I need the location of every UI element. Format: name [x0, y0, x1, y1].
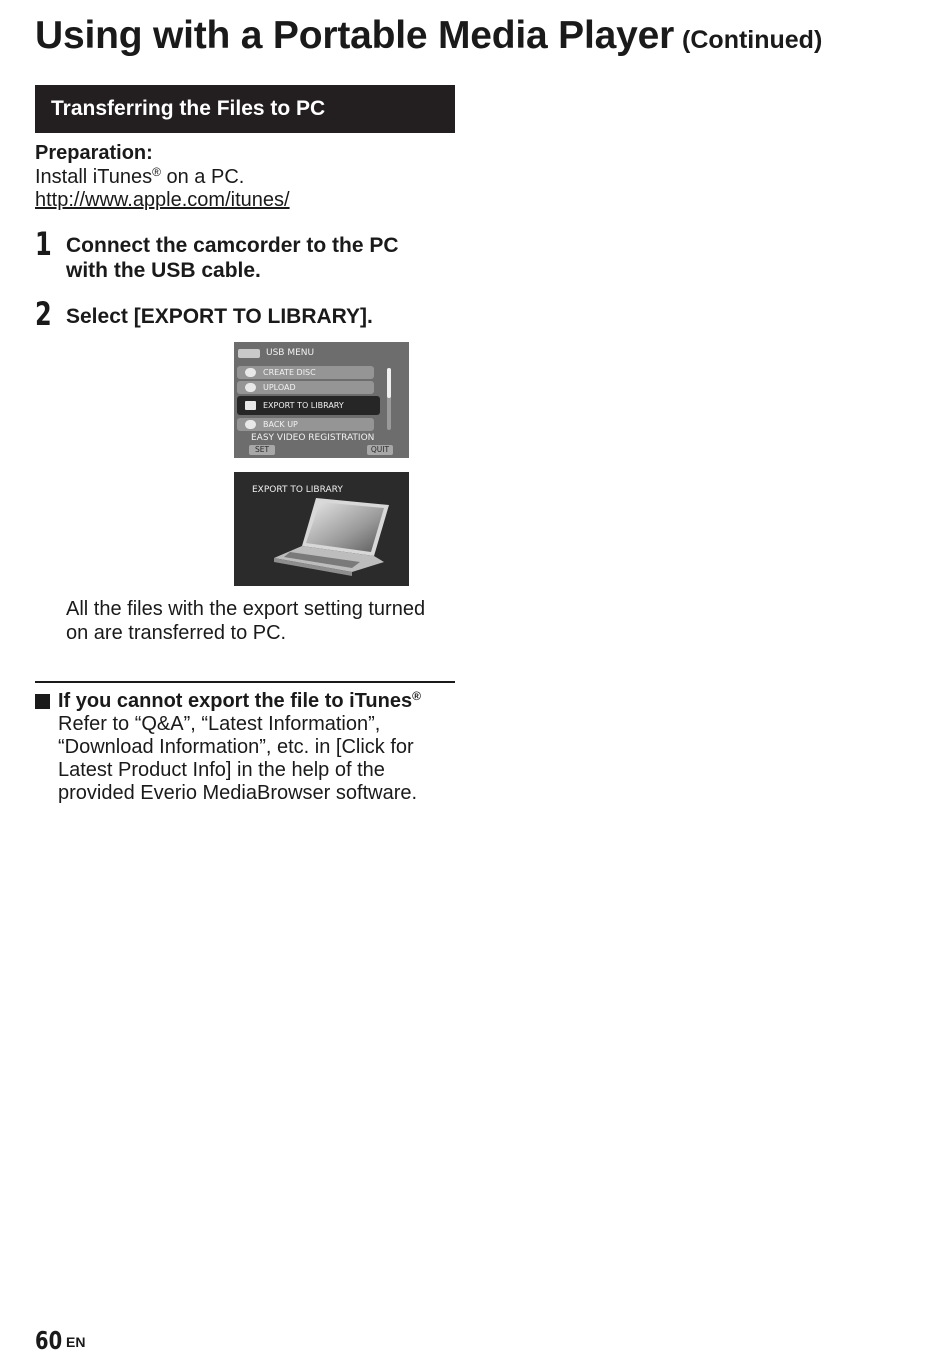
disc-icon [245, 368, 256, 377]
divider [35, 681, 455, 683]
menu-item-upload [237, 381, 374, 394]
lcd-export-title: EXPORT TO LIBRARY [252, 485, 343, 495]
tip-heading [58, 690, 421, 713]
menu-item-export-to-library [237, 396, 380, 415]
menu-item-label: UPLOAD [263, 383, 296, 392]
page-title-main: Using with a Portable Media Player [35, 14, 675, 57]
lcd-usb-menu-screenshot [234, 342, 409, 458]
menu-item-label: EXPORT TO LIBRARY [263, 401, 344, 410]
square-bullet-icon [35, 694, 50, 709]
page-footer [35, 1326, 86, 1355]
preparation-install-text: Install iTunes [35, 165, 153, 188]
tip-body: Refer to “Q&A”, “Latest Information”, “Download Information”, etc. in [Click for Latest Product Info] in the help of the provided Everio MediaBrowser software. [58, 713, 418, 804]
lcd-export-screenshot [234, 472, 409, 586]
step-2-text: Select [EXPORT TO LIBRARY]. [66, 305, 373, 328]
lcd-menu-title-text: USB MENU [266, 348, 315, 358]
step-1-text: Connect the camcorder to the PC with the USB cable. [66, 234, 399, 282]
menu-item-label: BACK UP [263, 420, 298, 429]
lcd-scroll-thumb [387, 368, 391, 398]
page-number: 60 [35, 1326, 63, 1355]
step-2-number: 2 [35, 295, 52, 333]
laptop-icon [234, 472, 409, 586]
step-1-number: 1 [35, 225, 52, 263]
lcd-menu-title [238, 348, 314, 358]
page-title-continued: (Continued) [682, 26, 823, 54]
export-note: All the files with the export setting turned on are transferred to PC. [66, 598, 426, 644]
section-heading: Transferring the Files to PC [35, 85, 455, 133]
registered-mark: ® [412, 689, 421, 703]
library-icon [245, 401, 256, 410]
backup-icon [245, 420, 256, 429]
lcd-quit-button: QUIT [367, 445, 393, 455]
usb-icon [238, 349, 260, 358]
globe-icon [245, 383, 256, 392]
menu-item-back-up [237, 418, 374, 431]
preparation-heading: Preparation: [35, 142, 153, 164]
tip-heading-text: If you cannot export the file to iTunes [58, 690, 413, 712]
lcd-set-button: SET [249, 445, 275, 455]
itunes-link[interactable]: http://www.apple.com/itunes/ [35, 189, 290, 211]
preparation-install-suffix: on a PC. [160, 165, 245, 188]
page-language: EN [66, 1334, 86, 1350]
lcd-scrollbar [387, 368, 391, 430]
lcd-menu-footer: EASY VIDEO REGISTRATION [251, 433, 375, 443]
page-title [35, 14, 822, 58]
preparation-block [35, 142, 290, 213]
menu-item-create-disc [237, 366, 374, 379]
menu-item-label: CREATE DISC [263, 368, 316, 377]
registered-mark: ® [152, 164, 161, 179]
preparation-text [35, 166, 290, 190]
